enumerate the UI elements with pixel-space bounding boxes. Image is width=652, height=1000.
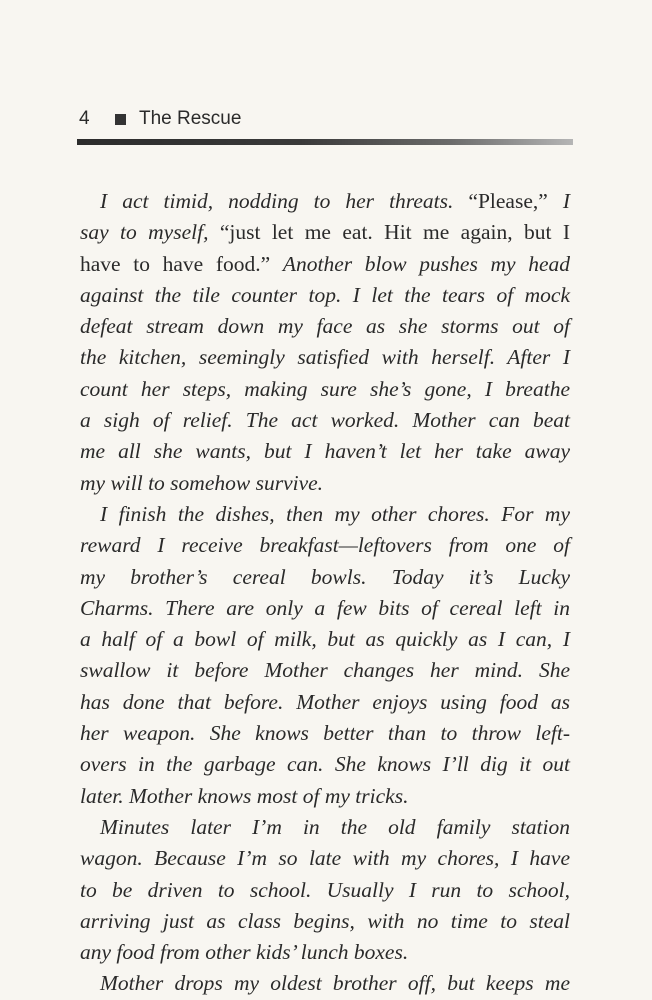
text-line xyxy=(80,593,570,624)
text-line xyxy=(80,718,570,749)
italic-text: Minutes later I’m in the old family station xyxy=(100,814,570,839)
header-rule xyxy=(77,139,573,145)
italic-text: her weapon. She knows better than to throw left- xyxy=(80,721,570,746)
text-line xyxy=(80,937,570,968)
text-line xyxy=(80,843,570,874)
italic-text: Mother drops my oldest brother off, but keeps me xyxy=(100,971,570,996)
italic-text: the kitchen, seemingly satisfied with herself. After I xyxy=(80,345,570,370)
page-number: 4 xyxy=(79,108,90,129)
italic-text: a sigh of relief. The act worked. Mother can beat xyxy=(80,408,570,433)
text-line xyxy=(80,249,570,280)
text-line xyxy=(80,812,570,843)
italic-text: count her steps, making sure she’s gone, I breathe xyxy=(80,376,570,401)
text-line xyxy=(80,405,570,436)
quoted-roman-text: have to have food.” xyxy=(80,251,283,276)
text-line xyxy=(80,280,570,311)
italic-text: I finish the dishes, then my other chores. For my xyxy=(100,501,570,526)
body-text xyxy=(80,186,570,1000)
chapter-title: The Rescue xyxy=(139,108,242,129)
italic-text: me all she wants, but I haven’t let her take away xyxy=(80,439,570,464)
running-header xyxy=(79,108,241,130)
italic-text: arriving just as class begins, with no time to steal xyxy=(80,908,570,933)
italic-text: say to myself, xyxy=(80,220,220,245)
text-line xyxy=(80,436,570,467)
text-line xyxy=(80,781,570,812)
text-line xyxy=(80,875,570,906)
text-line xyxy=(80,311,570,342)
italic-text: wagon. Because I’m so late with my chores, I have xyxy=(80,846,570,871)
text-line xyxy=(80,562,570,593)
text-line xyxy=(80,342,570,373)
italic-text: has done that before. Mother enjoys using food as xyxy=(80,689,570,714)
text-line xyxy=(80,374,570,405)
text-line xyxy=(80,749,570,780)
italic-text: later. Mother knows most of my tricks. xyxy=(80,783,409,808)
text-line xyxy=(80,186,570,217)
italic-text: my brother’s cereal bowls. Today it’s Lucky xyxy=(80,564,570,589)
italic-text: my will to somehow survive. xyxy=(80,470,324,495)
italic-text: Charms. There are only a few bits of cereal left in xyxy=(80,595,570,620)
square-bullet-icon xyxy=(115,114,126,125)
text-line xyxy=(80,655,570,686)
italic-text: to be driven to school. Usually I run to school, xyxy=(80,877,570,902)
italic-text: I act timid, nodding to her threats. xyxy=(100,189,469,213)
text-line xyxy=(80,217,570,248)
text-line xyxy=(80,906,570,937)
italic-text: Another blow pushes my head xyxy=(282,251,570,276)
italic-text: against the tile counter top. I let the tears of mock xyxy=(80,282,570,307)
text-line xyxy=(80,530,570,561)
italic-text: reward I receive breakfast—leftovers from one of xyxy=(80,533,570,558)
italic-text: swallow it before Mother changes her mind. She xyxy=(80,658,570,683)
italic-text: any food from other kids’ lunch boxes. xyxy=(80,940,409,965)
quoted-roman-text: “just let me eat. Hit me again, but I xyxy=(219,220,571,245)
text-line xyxy=(80,624,570,655)
text-line xyxy=(80,468,570,499)
italic-text: defeat stream down my face as she storms out of xyxy=(80,314,570,339)
italic-text: a half of a bowl of milk, but as quickly as I can, I xyxy=(80,627,570,652)
quoted-roman-text: “Please,” xyxy=(468,189,563,213)
text-line xyxy=(80,687,570,718)
italic-text: I xyxy=(562,189,570,213)
italic-text: overs in the garbage can. She knows I’ll dig it out xyxy=(80,752,570,777)
text-line xyxy=(80,499,570,530)
text-line xyxy=(80,968,570,999)
